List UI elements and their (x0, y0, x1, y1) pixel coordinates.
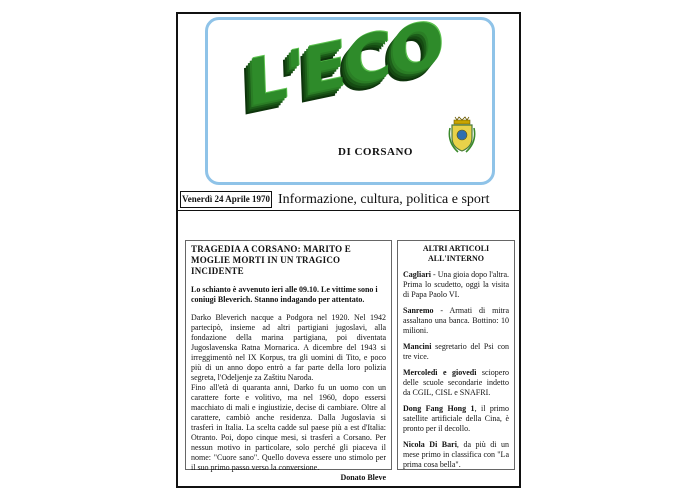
issue-date: Venerdì 24 Aprile 1970 (180, 191, 272, 208)
sidebar-item-text: sciopero delle scuole secondarie indetto da CGIL, CISL e SNAFRI. (403, 368, 510, 397)
article-headline: TRAGEDIA A CORSANO: MARITO E MOGLIE MORTI IN UN TRAGICO INCIDENTE (191, 244, 351, 276)
divider (176, 210, 521, 211)
newspaper-subtitle: DI CORSANO (338, 146, 413, 158)
sidebar-item-subject: Dong Fang Hong 1 (403, 404, 475, 413)
sidebar-item (403, 404, 509, 434)
sidebar-item (403, 440, 509, 470)
article-body-paragraph: Darko Bleverich nacque a Podgora nel 1920. Nel 1942 partecipò, insieme ad altri partigiani jugoslavi, alla fondazione della marina partigiana, poi diventata Jugoslavenska Ratna Mornarica. A dicembre del 1943 si irreggimentò nel IX Korpus, tra gli uomini di Tito, e poco più di un anno dopo entrò a far parte della loro polizia segreta, l'Odeljenje za Zaštitu Naroda. (191, 313, 386, 382)
sidebar-item-subject: Nicola Di Bari (403, 440, 457, 449)
sidebar-title: ALTRI ARTICOLI ALL'INTERNO (422, 244, 490, 263)
sidebar-item-text: - Una gioia dopo l'altra. Prima lo scudetto, oggi la visita di Papa Paolo VI. (403, 270, 509, 299)
sidebar-item-text: , il primo satellite artificiale della Cina, è pronto per il decollo. (403, 404, 509, 433)
sidebar-item-text: - Armati di mitra assaltano una banca. Bottino: 10 milioni. (403, 306, 509, 335)
sidebar-item (403, 306, 509, 336)
sidebar-item-subject: Sanremo (403, 306, 434, 315)
sidebar-item-subject: Cagliari (403, 270, 431, 279)
article-author: Donato Bleve (340, 473, 386, 482)
newspaper-logo: L'ECO (245, 7, 444, 122)
main-article (185, 240, 392, 482)
sidebar-item-text: , da più di un mese primo in classifica con "La prima cosa bella". (403, 440, 509, 469)
sidebar-item (403, 270, 509, 300)
sidebar-item-subject: Mancini (403, 342, 432, 351)
article-lede: Lo schianto è avvenuto ieri alle 09.10. Le vittime sono i coniugi Bleverich. Stanno indagando per attentato. (191, 285, 378, 304)
town-crest-icon (448, 114, 476, 154)
sidebar-other-articles (397, 240, 515, 470)
sidebar-item (403, 368, 509, 398)
article-body-paragraph: Fino all'età di quaranta anni, Darko fu un uomo con un carattere forte e volitivo, ma nel 1960, dopo essersi macchiato di mali e ingiustizie, decise di cambiare. Oltre al carattere, cambiò anche residenza. Dalla Jugoslavia si trasferì in Italia. La scelta cadde sul paese più a est d'Italia: Otranto. Poi, dopo cinque mesi, si trasferì a Corsano. Per nessun motivo in particolare, solo perché gli piaceva il nome: "Cuore sano". Quello doveva essere uno stimolo per il suo primo passo verso la conversione. (191, 383, 386, 472)
sidebar-item-subject: Mercoledì e giovedì (403, 368, 477, 377)
newspaper-tagline: Informazione, cultura, politica e sport (278, 192, 490, 207)
sidebar-item (403, 342, 509, 362)
sidebar-item-text: segretario del Psi con tre vice. (403, 342, 509, 361)
